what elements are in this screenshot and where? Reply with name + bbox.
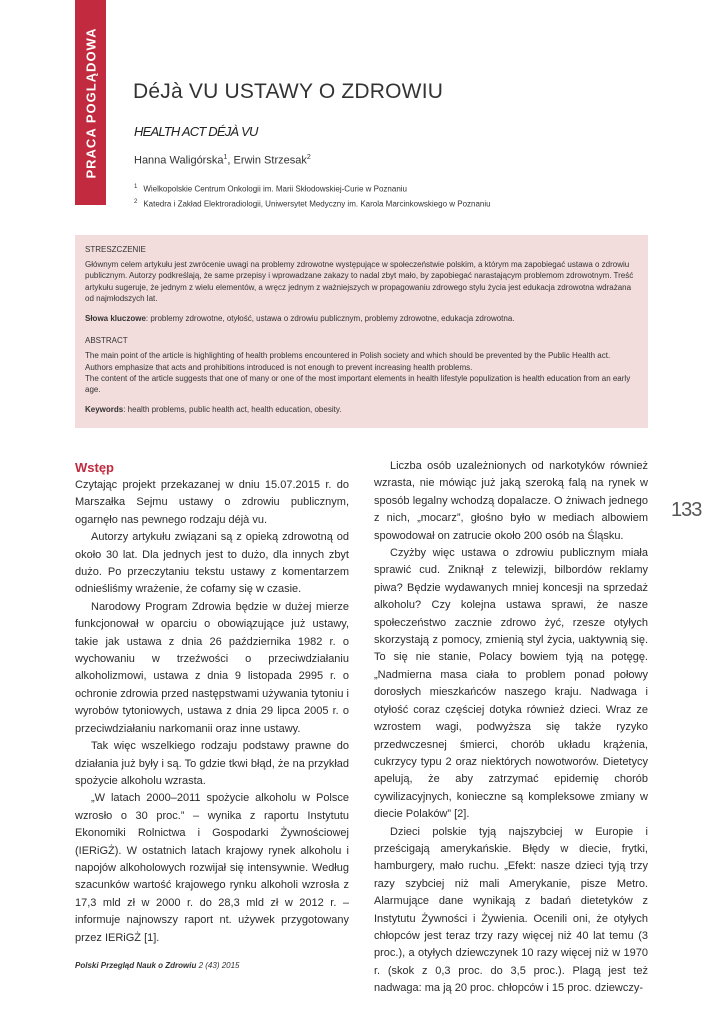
- abstract-en-heading: ABSTRACT: [85, 336, 128, 346]
- journal-issue: 2 (43) 2015: [196, 961, 240, 970]
- author-1: Hanna Waligórska: [134, 154, 224, 167]
- affiliation-1: [134, 181, 491, 196]
- journal-name: Polski Przegląd Nauk o Zdrowiu: [75, 961, 197, 970]
- abstract-box: [75, 235, 648, 428]
- section-heading: Wstęp: [75, 460, 114, 475]
- keywords-en-text: : health problems, public health act, health education, obesity.: [123, 405, 342, 415]
- keywords-pl-label: Słowa kluczowe: [85, 314, 146, 324]
- abstract-en-line-2: Authors emphasize that acts and prohibitions introduced is not enough to prevent increasing health problems.: [85, 362, 473, 372]
- affiliation-1-num: 1: [134, 184, 138, 190]
- abstract-pl-keywords: [85, 313, 638, 324]
- affiliation-2-num: 2: [134, 198, 138, 205]
- abstract-pl-heading: STRESZCZENIE: [85, 245, 146, 254]
- body-column-right: [374, 458, 648, 998]
- paragraph: Narodowy Program Zdrowia będzie w dużej mierze funkcjonował w oparciu o obowiązujące już ustawy, takie jak ustawa z dnia 26 października 1982 r. o wychowaniu w trzeźwości o przeciwdziałaniu alkoholizmowi, ustawa z dnia 9 listopada 2995 r. o ochronie zdrowia przed następstwami używania tytoniu i wyrobów tytoniowych, ustawa z dnia 29 lipca 2005 r. o przeciwdziałaniu narkomanii oraz inne ustawy.: [75, 600, 349, 735]
- abstract-en-line-1: The main point of the article is highlighting of health problems encountered in Polish society and which should be prevented by the Public Health act.: [85, 351, 611, 361]
- section-label-bar: [75, 0, 106, 205]
- article-title: DéJà VU USTAWY O ZDROWIU: [133, 80, 444, 103]
- affiliation-1-text: Wielkopolskie Centrum Onkologii im. Marii Skłodowskiej-Curie w Poznaniu: [143, 184, 407, 194]
- paragraph: Dzieci polskie tyją najszybciej w Europie i prześcigają amerykańskie. Błędy w diecie, frytki, hamburgery, mało ruchu. „Efekt: nasze dzieci tyją trzy razy szybciej niż mali Amerykanie, pisze Metro. Alarmujące dane wynikają z badań dietetyków z Instytutu Żywności i Żywienia. Ocenili oni, że otyłych chłopców jest teraz trzy razy więcej niż 40 lat temu (3 proc.), a otyłych dziewczynek 10 razy więcej niż w 1970 r. (skok z 0,3 proc. do 3,5 proc.). Plagą jest też nadwaga: ma ją 20 proc. chłopców i 15 proc. dziewczy-: [374, 825, 648, 995]
- keywords-pl-text: : problemy zdrowotne, otyłość, ustawa o zdrowiu publicznym, problemy zdrowotne, edukacja zdrowotna.: [145, 314, 515, 324]
- paragraph: Tak więc wszelkiego rodzaju podstawy prawne do działania już były i są. To gdzie tkwi błąd, że na przykład spożycie alkoholu wzrasta.: [75, 740, 349, 787]
- author-1-affil: 1: [223, 154, 228, 161]
- keywords-en-label: Keywords: [85, 405, 124, 415]
- authors: [134, 154, 311, 167]
- affiliation-2-text: Katedra i Zakład Elektroradiologii, Uniwersytet Medyczny im. Karola Marcinkowskiego w Poznaniu: [143, 199, 491, 209]
- paragraph: „W latach 2000–2011 spożycie alkoholu w Polsce wzrosło o 30 proc.” – wynika z raportu Instytutu Ekonomiki Rolnictwa i Gospodarki Żywnościowej (IERiGŻ). W ostatnich latach krajowy rynek alkoholu i napojów alkoholowych rozwijał się intensywnie. Według szacunków wartość krajowego rynku alkoholi wzrosła z 17,3 mld zł w 2000 r. do 28,3 mld zł w 2012 r. – informuje najnowszy raport nt. używek przygotowany przez IERiGŻ [1].: [75, 792, 349, 944]
- page-number: 133: [671, 499, 702, 521]
- author-2: , Erwin Strzesak: [227, 154, 307, 167]
- author-2-affil: 2: [306, 154, 311, 161]
- body-column-left: [75, 458, 349, 947]
- article-subtitle: HEALTH ACT DÉJÀ VU: [134, 124, 258, 139]
- paragraph: Autorzy artykułu związani są z opieką zdrowotną od około 30 lat. Dla jednych jest to dużo, dla innych zbyt dużo. Po przeczytaniu tekstu ustawy z komentarzem odnieśliśmy wrażenie, że cofamy się w czasie.: [75, 531, 349, 596]
- abstract-pl-text: Głównym celem artykułu jest zwrócenie uwagi na problemy zdrowotne występujące w społeczeństwie polskim, a którym ma zapobiegać ustawa o zdrowiu publicznym. Autorzy podkreślają, że same przepisy i wprowadzane zakazy to nadal zbyt mało, by zapobiegać narastającym problemom zdrowotnym. Treść artykułu sugeruje, że jednym z wielu elementów, a wręcz jednym z ważniejszych w propagowaniu zdrowego stylu życia jest edukacja zdrowotna wdrażana od najmłodszych lat.: [85, 260, 634, 303]
- abstract-en-keywords: [85, 404, 638, 415]
- footer: [75, 961, 240, 970]
- section-label: PRACA POGLĄDOWA: [83, 26, 98, 179]
- paragraph: Czyżby więc ustawa o zdrowiu publicznym miała sprawić cud. Zniknął z telewizji, bilbordów reklamy piwa? Będzie wydawanych mniej koncesji na sprzedaż alkoholu? Czy kolejna ustawa sprawi, że nasze społeczeństwo zacznie zdrowo żyć, rzesze otyłych skorzystają z pomocy, zmienią styl życia, uaktywnią się. To się nie stanie, Polacy bowiem tyją na potęgę. „Nadmierna masa ciała to problem ponad połowy dorosłych mieszkańców naszego kraju. Nadwaga i otyłość coraz częściej dotyka również dzieci. Wraz ze wzrostem wagi, podwyższa się także ryzyko przedwczesnej śmierci, chorób układu krążenia, cukrzycy typu 2 oraz niektórych nowotworów. Dietetycy apelują, że aby zatrzymać epidemię chorób cywilizacyjnych, konieczne są kompleksowe zmiany w diecie Polaków” [2].: [374, 547, 648, 821]
- affiliation-2: [134, 196, 491, 211]
- paragraph: Liczba osób uzależnionych od narkotyków również wzrasta, nie mówiąc już jaką szeroką falą na rynek w sposób legalny wchodzą dopalacze. O żniwach jednego z nich, „mocarz”, głośno było w mediach albowiem spowodował on zatrucie około 200 osób na Śląsku.: [374, 460, 648, 542]
- abstract-en-line-3: The content of the article suggests that one of many or one of the most important elements in health lifestyle populization is health education from an early age.: [85, 373, 631, 395]
- paragraph: Czytając projekt przekazanej w dniu 15.07.2015 r. do Marszałka Sejmu ustawy o zdrowiu publicznym, ogarnęło nas pewnego rodzaju déjà vu.: [75, 479, 349, 526]
- affiliations: [134, 181, 491, 210]
